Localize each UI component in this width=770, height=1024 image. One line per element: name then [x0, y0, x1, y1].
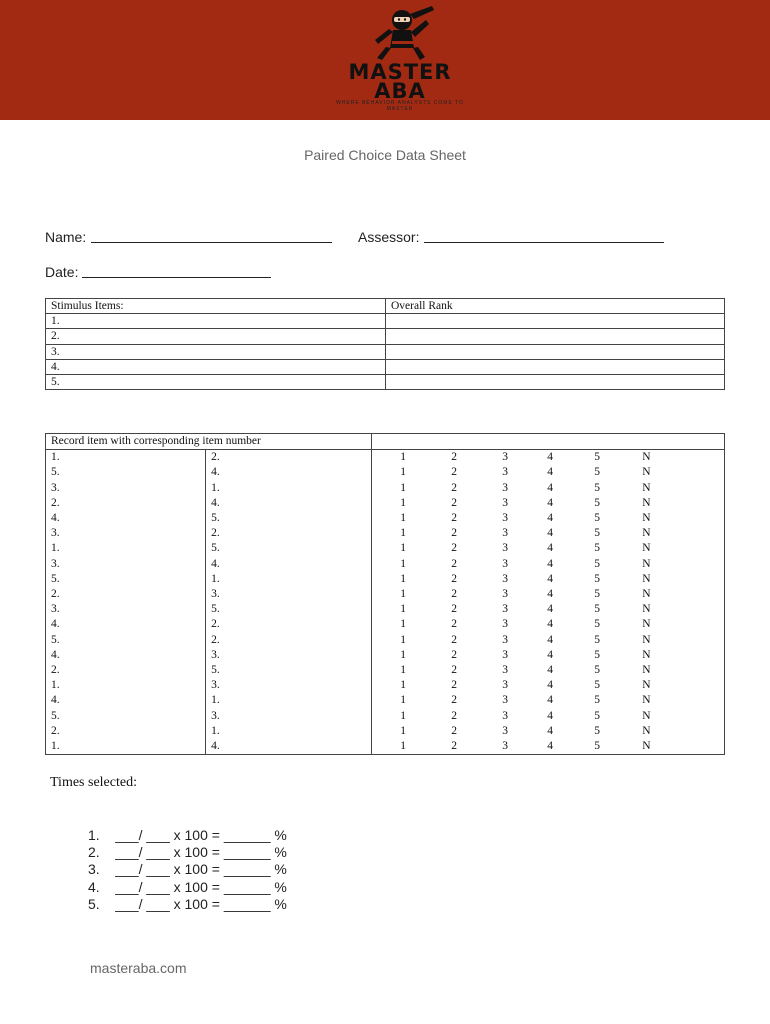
score-option[interactable]: 3 [502, 724, 508, 737]
score-option[interactable]: 3 [502, 481, 508, 494]
times-selected-label: Times selected: [50, 775, 137, 790]
score-option[interactable]: 2 [451, 496, 457, 509]
score-option[interactable]: 4 [547, 572, 553, 585]
score-option[interactable]: 5 [594, 496, 600, 509]
item-a-cell: 4. [46, 511, 206, 526]
item-b-cell: 2. [206, 450, 372, 466]
score-option[interactable]: 2 [451, 724, 457, 737]
score-option[interactable]: N [642, 633, 651, 646]
stimulus-item-cell[interactable]: 4. [46, 359, 386, 374]
table-row [46, 602, 725, 617]
table-row [46, 344, 725, 359]
item-a-cell: 2. [46, 587, 206, 602]
score-option[interactable]: 4 [547, 512, 553, 525]
score-option[interactable]: 1 [400, 618, 406, 631]
score-option[interactable]: 4 [547, 481, 553, 494]
score-option[interactable]: 5 [594, 618, 600, 631]
score-option[interactable]: 1 [400, 694, 406, 707]
times-selected-line[interactable]: 4. ___/ ___ x 100 = ______ % [88, 879, 287, 895]
score-option[interactable]: N [642, 481, 651, 494]
footer-website: masteraba.com [90, 960, 187, 976]
score-option[interactable]: 2 [451, 740, 457, 753]
rank-cell[interactable] [386, 374, 725, 389]
score-option[interactable]: 5 [594, 603, 600, 616]
table-row [46, 465, 725, 480]
item-a-cell: 5. [46, 709, 206, 724]
record-table-header [46, 434, 725, 450]
score-cell [372, 450, 725, 466]
score-option[interactable]: 1 [400, 724, 406, 737]
item-b-cell: 3. [206, 678, 372, 693]
table-row [46, 709, 725, 724]
table-row [46, 496, 725, 511]
score-cell [372, 526, 725, 541]
rank-cell[interactable] [386, 344, 725, 359]
score-option[interactable]: 3 [502, 648, 508, 661]
score-option[interactable]: 2 [451, 603, 457, 616]
item-a-cell: 4. [46, 617, 206, 632]
score-option[interactable]: 2 [451, 512, 457, 525]
score-option[interactable]: 1 [400, 557, 406, 570]
item-b-cell: 5. [206, 663, 372, 678]
score-cell [372, 617, 725, 632]
stimulus-item-cell[interactable]: 5. [46, 374, 386, 389]
score-option[interactable]: 1 [400, 512, 406, 525]
score-option[interactable]: 3 [502, 709, 508, 722]
score-option[interactable]: 1 [400, 527, 406, 540]
score-option[interactable]: 4 [547, 527, 553, 540]
score-option[interactable]: 2 [451, 557, 457, 570]
document-title: Paired Choice Data Sheet [304, 147, 466, 163]
paired-choice-record-table [45, 433, 725, 755]
score-option[interactable]: 3 [502, 572, 508, 585]
item-b-cell: 4. [206, 557, 372, 572]
table-row [46, 678, 725, 693]
item-b-cell: 2. [206, 617, 372, 632]
score-option[interactable]: 2 [451, 527, 457, 540]
score-option[interactable]: 2 [451, 648, 457, 661]
score-option[interactable]: N [642, 542, 651, 555]
logo-wordmark-aba: ABA [374, 79, 426, 103]
score-option[interactable]: 5 [594, 588, 600, 601]
score-cell [372, 663, 725, 678]
score-option[interactable]: 5 [594, 466, 600, 479]
score-option[interactable]: 4 [547, 588, 553, 601]
score-cell [372, 724, 725, 739]
score-option[interactable]: N [642, 527, 651, 540]
score-option[interactable]: N [642, 588, 651, 601]
score-option[interactable]: 1 [400, 496, 406, 509]
item-a-cell: 3. [46, 602, 206, 617]
score-cell [372, 693, 725, 708]
item-a-cell: 3. [46, 481, 206, 496]
item-b-cell: 3. [206, 709, 372, 724]
table-row [46, 511, 725, 526]
table-row [46, 481, 725, 496]
score-option[interactable]: 5 [594, 527, 600, 540]
score-cell [372, 709, 725, 724]
score-option[interactable]: 3 [502, 466, 508, 479]
table-row [46, 359, 725, 374]
score-option[interactable]: 2 [451, 633, 457, 646]
item-b-cell: 5. [206, 602, 372, 617]
score-cell [372, 678, 725, 693]
score-option[interactable]: 3 [502, 679, 508, 692]
item-a-cell: 2. [46, 663, 206, 678]
score-header-cell [372, 434, 725, 450]
item-a-cell: 4. [46, 648, 206, 663]
times-selected-line[interactable]: 5. ___/ ___ x 100 = ______ % [88, 896, 287, 912]
stimulus-item-cell[interactable]: 2. [46, 329, 386, 344]
stimulus-items-table [45, 298, 725, 390]
table-row [46, 541, 725, 556]
score-option[interactable]: 1 [400, 451, 406, 464]
score-option[interactable]: 5 [594, 648, 600, 661]
score-option[interactable]: 2 [451, 694, 457, 707]
score-option[interactable]: 4 [547, 451, 553, 464]
item-b-cell: 5. [206, 541, 372, 556]
score-option[interactable]: 4 [547, 633, 553, 646]
table-row [46, 693, 725, 708]
score-option[interactable]: 3 [502, 633, 508, 646]
score-option[interactable]: 3 [502, 694, 508, 707]
stimulus-table-header [46, 299, 725, 314]
score-option[interactable]: N [642, 557, 651, 570]
score-option[interactable]: 2 [451, 572, 457, 585]
score-option[interactable]: 3 [502, 451, 508, 464]
item-b-cell: 3. [206, 648, 372, 663]
table-row [46, 648, 725, 663]
table-row [46, 587, 725, 602]
score-option[interactable]: 1 [400, 572, 406, 585]
table-row [46, 450, 725, 466]
score-option[interactable]: 1 [400, 648, 406, 661]
score-option[interactable]: 5 [594, 481, 600, 494]
item-a-cell: 5. [46, 465, 206, 480]
score-option[interactable]: N [642, 496, 651, 509]
score-option[interactable]: 5 [594, 664, 600, 677]
table-row [46, 724, 725, 739]
item-a-cell: 2. [46, 496, 206, 511]
score-cell [372, 511, 725, 526]
times-selected-line[interactable]: 3. ___/ ___ x 100 = ______ % [88, 861, 287, 877]
score-option[interactable]: 1 [400, 633, 406, 646]
table-row [46, 572, 725, 587]
rank-cell[interactable] [386, 329, 725, 344]
score-option[interactable]: 2 [451, 618, 457, 631]
score-option[interactable]: N [642, 740, 651, 753]
item-b-cell: 4. [206, 739, 372, 755]
times-selected-line[interactable]: 1. ___/ ___ x 100 = ______ % [88, 827, 287, 843]
score-option[interactable]: 5 [594, 542, 600, 555]
score-option[interactable]: 3 [502, 512, 508, 525]
table-row [46, 633, 725, 648]
score-cell [372, 602, 725, 617]
score-option[interactable]: 1 [400, 588, 406, 601]
score-option[interactable]: 1 [400, 466, 406, 479]
score-cell [372, 648, 725, 663]
score-cell [372, 465, 725, 480]
item-a-cell: 3. [46, 526, 206, 541]
assessor-label: Assessor: [358, 229, 420, 245]
ninja-icon [330, 4, 470, 64]
score-option[interactable]: 5 [594, 512, 600, 525]
score-cell [372, 587, 725, 602]
item-b-cell: 4. [206, 496, 372, 511]
score-option[interactable]: N [642, 724, 651, 737]
logo-tagline: WHERE BEHAVIOR ANALYSTS COME TO MASTER [336, 100, 464, 112]
score-option[interactable]: 5 [594, 572, 600, 585]
item-a-cell: 1. [46, 450, 206, 466]
score-option[interactable]: 2 [451, 451, 457, 464]
score-option[interactable]: N [642, 709, 651, 722]
table-row [46, 374, 725, 389]
item-a-cell: 5. [46, 572, 206, 587]
score-option[interactable]: 1 [400, 709, 406, 722]
score-option[interactable]: 4 [547, 542, 553, 555]
score-option[interactable]: 2 [451, 466, 457, 479]
score-option[interactable]: 4 [547, 694, 553, 707]
score-option[interactable]: 4 [547, 724, 553, 737]
table-row [46, 557, 725, 572]
score-option[interactable]: N [642, 572, 651, 585]
score-option[interactable]: 5 [594, 633, 600, 646]
score-option[interactable]: 4 [547, 618, 553, 631]
item-b-cell: 1. [206, 481, 372, 496]
score-option[interactable]: 1 [400, 542, 406, 555]
score-option[interactable]: 1 [400, 481, 406, 494]
item-b-cell: 2. [206, 526, 372, 541]
item-b-cell: 1. [206, 724, 372, 739]
table-row [46, 663, 725, 678]
score-option[interactable]: 5 [594, 679, 600, 692]
score-option[interactable]: 3 [502, 664, 508, 677]
item-b-cell: 3. [206, 587, 372, 602]
table-row [46, 617, 725, 632]
item-a-cell: 4. [46, 693, 206, 708]
item-a-cell: 3. [46, 557, 206, 572]
item-b-cell: 4. [206, 465, 372, 480]
score-option[interactable]: 4 [547, 496, 553, 509]
score-option[interactable]: 3 [502, 557, 508, 570]
score-option[interactable]: 1 [400, 603, 406, 616]
score-cell [372, 572, 725, 587]
score-option[interactable]: 5 [594, 694, 600, 707]
score-option[interactable]: 3 [502, 618, 508, 631]
score-option[interactable]: N [642, 512, 651, 525]
item-a-cell: 1. [46, 739, 206, 755]
table-row [46, 739, 725, 755]
score-option[interactable]: 4 [547, 466, 553, 479]
item-b-cell: 2. [206, 633, 372, 648]
table-row [46, 329, 725, 344]
score-option[interactable]: N [642, 694, 651, 707]
item-b-cell: 1. [206, 693, 372, 708]
item-b-cell: 5. [206, 511, 372, 526]
score-option[interactable]: 1 [400, 664, 406, 677]
assessor-field[interactable] [424, 242, 664, 243]
score-option[interactable]: 4 [547, 648, 553, 661]
rank-cell[interactable] [386, 359, 725, 374]
score-cell [372, 633, 725, 648]
header-banner [0, 0, 770, 120]
name-label: Name: [45, 229, 87, 245]
score-option[interactable]: N [642, 603, 651, 616]
stimulus-item-cell[interactable]: 3. [46, 344, 386, 359]
item-b-cell: 1. [206, 572, 372, 587]
score-option[interactable]: 3 [502, 603, 508, 616]
score-option[interactable]: 2 [451, 664, 457, 677]
score-option[interactable]: 4 [547, 740, 553, 753]
overall-rank-header: Overall Rank [386, 299, 725, 314]
score-option[interactable]: 2 [451, 542, 457, 555]
date-field[interactable] [82, 277, 271, 278]
stimulus-item-cell[interactable]: 1. [46, 314, 386, 329]
score-cell [372, 496, 725, 511]
score-option[interactable]: 2 [451, 709, 457, 722]
stimulus-items-header: Stimulus Items: [46, 299, 386, 314]
name-field[interactable] [91, 242, 332, 243]
score-option[interactable]: 3 [502, 740, 508, 753]
score-option[interactable]: 1 [400, 740, 406, 753]
item-a-cell: 1. [46, 541, 206, 556]
score-cell [372, 557, 725, 572]
score-option[interactable]: 2 [451, 481, 457, 494]
item-a-cell: 5. [46, 633, 206, 648]
score-option[interactable]: N [642, 451, 651, 464]
score-option[interactable]: N [642, 618, 651, 631]
score-cell [372, 541, 725, 556]
date-label: Date: [45, 264, 79, 280]
record-header: Record item with corresponding item number [46, 434, 372, 450]
score-option[interactable]: 3 [502, 496, 508, 509]
logo-wordmark-master: MASTER [348, 60, 452, 84]
item-a-cell: 1. [46, 678, 206, 693]
table-row [46, 526, 725, 541]
score-option[interactable]: 3 [502, 527, 508, 540]
score-option[interactable]: 5 [594, 557, 600, 570]
score-option[interactable]: 5 [594, 451, 600, 464]
score-option[interactable]: 3 [502, 542, 508, 555]
score-option[interactable]: 3 [502, 588, 508, 601]
score-option[interactable]: N [642, 664, 651, 677]
times-selected-line[interactable]: 2. ___/ ___ x 100 = ______ % [88, 844, 287, 860]
score-option[interactable]: 4 [547, 664, 553, 677]
score-cell [372, 739, 725, 755]
score-option[interactable]: 4 [547, 679, 553, 692]
score-option[interactable]: 5 [594, 709, 600, 722]
table-row [46, 314, 725, 329]
score-cell [372, 481, 725, 496]
score-option[interactable]: 2 [451, 679, 457, 692]
score-option[interactable]: N [642, 466, 651, 479]
item-a-cell: 2. [46, 724, 206, 739]
score-option[interactable]: 4 [547, 557, 553, 570]
score-option[interactable]: 1 [400, 679, 406, 692]
score-option[interactable]: 4 [547, 709, 553, 722]
score-option[interactable]: N [642, 648, 651, 661]
score-option[interactable]: 4 [547, 603, 553, 616]
score-option[interactable]: 5 [594, 740, 600, 753]
rank-cell[interactable] [386, 314, 725, 329]
score-option[interactable]: 5 [594, 724, 600, 737]
master-aba-logo [330, 4, 470, 114]
score-option[interactable]: N [642, 679, 651, 692]
score-option[interactable]: 2 [451, 588, 457, 601]
